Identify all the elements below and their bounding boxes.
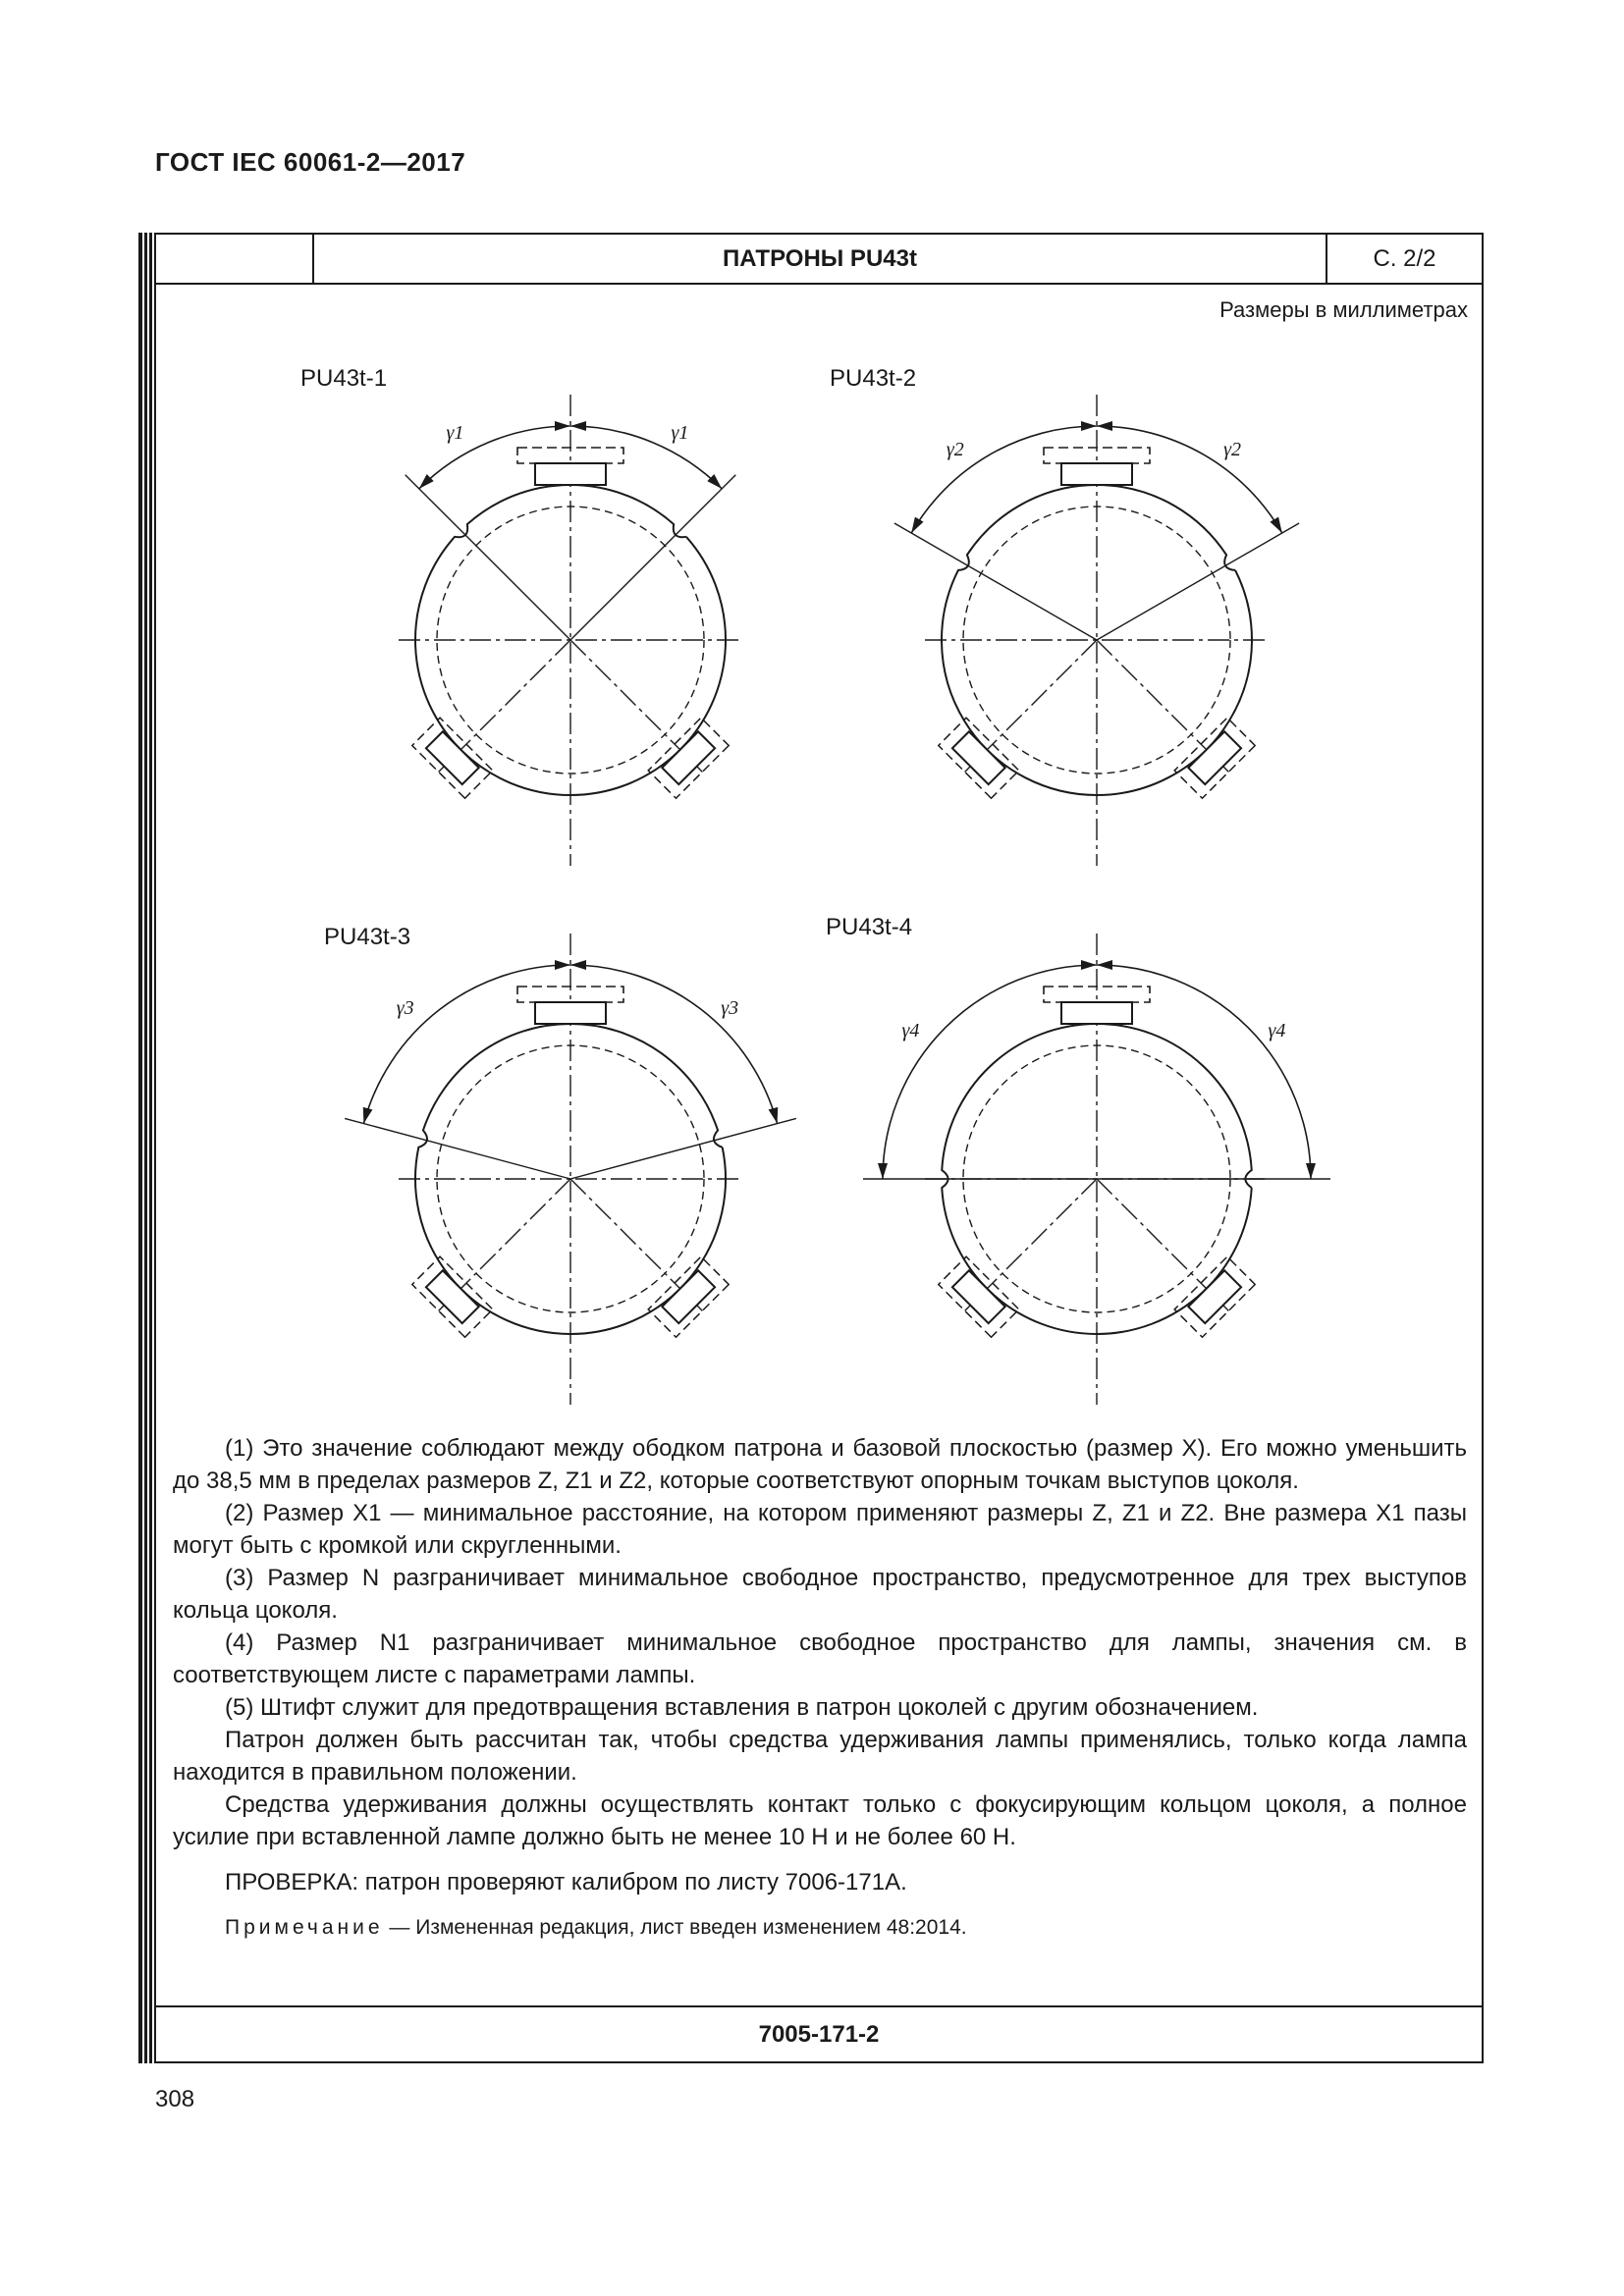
standard-sheet (154, 233, 1484, 2063)
angle-label: γ4 (1268, 1019, 1286, 1041)
dimension-arrow (555, 960, 570, 970)
lampholder-drawings (156, 235, 1482, 1432)
dimension-arrow (555, 421, 570, 431)
drawing-pu43t-2 (830, 365, 1299, 866)
note-2: (2) Размер X1 — минимальное расстояние, на котором применяют размеры Z, Z1 и Z2. Вне размера X1 пазы могут быть с кромкой или скругленными. (173, 1500, 1467, 1559)
dimension-arrow (363, 1107, 373, 1124)
dimension-arrow (878, 1163, 888, 1179)
paragraph-retention: Средства удерживания должны осуществлять контакт только с фокусирующим кольцом цоколя, а полное усилие при вставленной лампе должно быть не менее 10 Н и не более 60 Н. (173, 1791, 1467, 1850)
angle-label: γ3 (721, 996, 739, 1019)
drawing-label: PU43t-3 (324, 924, 411, 950)
dimension-arc (1097, 965, 1311, 1179)
drawing-label: PU43t-2 (830, 365, 917, 392)
note-5: (5) Штифт служит для предотвращения вставления в патрон цоколей с другим обозначением. (225, 1694, 1259, 1721)
note-1: (1) Это значение соблюдают между ободком патрона и базовой плоскостью (размер X). Его можно уменьшить до 38,5 мм в пределах размеров Z, Z1 и Z2, которые соответствуют опорным точкам выступов цоколя. (173, 1435, 1467, 1494)
drawing-pu43t-3 (324, 924, 796, 1405)
frame-bars (138, 233, 152, 2063)
top-key (1061, 463, 1132, 485)
drawing-label: PU43t-4 (826, 914, 913, 940)
dimension-arrow (1306, 1163, 1316, 1179)
angle-label: γ1 (671, 422, 689, 445)
remark-text: — Измененная редакция, лист введен изменением 48:2014. (383, 1916, 967, 1939)
top-key (1061, 1002, 1132, 1024)
paragraph-design: Патрон должен быть рассчитан так, чтобы средства удерживания лампы применялись, только когда лампа находится в правильном положении. (173, 1727, 1467, 1786)
angle-extension-line (570, 1118, 796, 1179)
sheet-code: 7005-171-2 (156, 2005, 1482, 2061)
angle-label: γ4 (901, 1019, 920, 1041)
angle-label: γ2 (946, 438, 964, 460)
drawing-pu43t-4 (826, 914, 1330, 1405)
drawing-pu43t-1 (300, 365, 742, 866)
dimension-arrow (1081, 421, 1097, 431)
angle-extension-line (570, 475, 735, 640)
dimension-arrow (1081, 960, 1097, 970)
top-key (535, 1002, 606, 1024)
notes-block (173, 1432, 1467, 1944)
angle-label: γ3 (396, 996, 414, 1019)
dimension-arrow (1097, 421, 1112, 431)
dimension-arrow (1097, 960, 1112, 970)
check-statement: ПРОВЕРКА: патрон проверяют калибром по листу 7006-171A. (225, 1869, 907, 1896)
remark-label: Примечание (225, 1916, 384, 1939)
angle-label: γ1 (446, 422, 464, 445)
angle-extension-line (345, 1118, 570, 1179)
note-4: (4) Размер N1 разграничивает минимальное свободное пространство для лампы, значения см. в соответствующем листе с параметрами лампы. (173, 1629, 1467, 1688)
document-header: ГОСТ IEC 60061-2—2017 (155, 147, 466, 177)
dimension-arrow (570, 421, 586, 431)
dimension-arc (570, 965, 778, 1124)
angle-extension-line (406, 475, 570, 640)
units-note: Размеры в миллиметрах (1219, 297, 1468, 322)
dimension-arrow (1270, 517, 1281, 533)
dimension-arrow (911, 517, 923, 533)
dimension-arrow (570, 960, 586, 970)
top-key (535, 463, 606, 485)
angle-label: γ2 (1223, 438, 1241, 460)
note-3: (3) Размер N разграничивает минимальное свободное пространство, предусмотренное для трех выступов кольца цоколя. (173, 1565, 1467, 1624)
drawing-label: PU43t-1 (300, 365, 388, 392)
page-number: 308 (155, 2086, 195, 2112)
dimension-arrow (769, 1107, 779, 1124)
dimension-arc (883, 965, 1097, 1179)
remark (173, 1911, 1467, 1944)
dimension-arc (363, 965, 570, 1124)
angle-extension-line (894, 523, 1097, 640)
sheet-title: ПАТРОНЫ PU43t (723, 245, 917, 272)
angle-extension-line (1097, 523, 1299, 640)
sheet-page: С. 2/2 (1326, 235, 1482, 283)
